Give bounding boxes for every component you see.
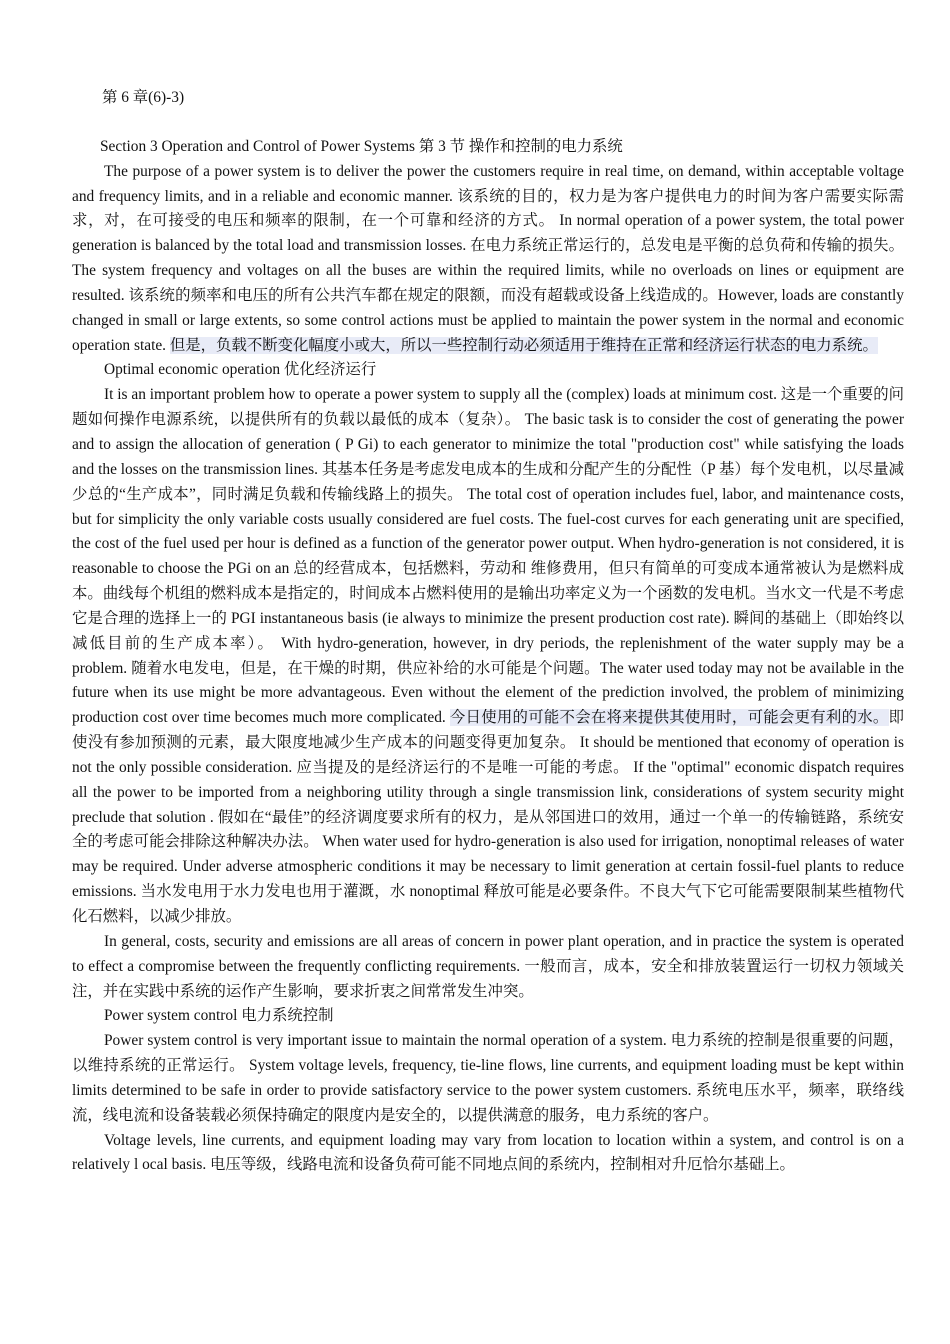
heading-power-system-control: Power system control 电力系统控制 (104, 1007, 334, 1025)
paragraph-optimal-operation (72, 383, 904, 930)
paragraph-purpose (72, 160, 904, 359)
section-title: Section 3 Operation and Control of Power Systems 第 3 节 操作和控制的电力系统 (100, 137, 623, 155)
highlighted-text: 今日使用的可能不会在将来提供其使用时，可能会更有利的水。 (449, 709, 889, 727)
paragraph-control-importance: Power system control is very important issue to maintain the normal operation of a system. 电力系统的控制是很重要的问题，以维持系统的正常运行。 System voltage levels, frequency, tie-line flows, line currents, and equipment loading must be kept within limits determined to be safe in order to provide satisfactory service to the power system customers. 系统电压水平，频率，联络线流，线电流和设备装载必须保持确定的限度内是安全的，以提供满意的服务，电力系统的客户。 (72, 1032, 904, 1124)
paragraph-general-costs: In general, costs, security and emissions are all areas of concern in power plant operation, and in practice the system is operated to effect a compromise between the frequently conflicting requirements. 一般而言，成本，安全和排放装置运行一切权力领域关注，并在实践中系统的运作产生影响，要求折衷之间常常发生冲突。 (72, 932, 904, 1000)
heading-optimal-economic-operation: Optimal economic operation 优化经济运行 (104, 361, 377, 379)
highlighted-text: 但是，负载不断变化幅度小或大，所以一些控制行动必须适用于维持在正常和经济运行状态的电力系统。 (169, 336, 878, 354)
chapter-label: 第 6 章(6)-3) (102, 89, 185, 106)
paragraph-text: 即使没有参加预测的元素，最大限度地减少生产成本的问题变得更加复杂。 It should be mentioned that economy of operation is not the only possible consideration. 应当提及的是经济运行的不是唯一可能的考虑。 If the "optimal" economic dispatch requires all the power to be imported from a neighboring utility through a single transmission link, considerations of system security might preclude that solution . 假如在“最佳”的经济调度要求所有的权力，是从邻国进口的效用，通过一个单一的传输链路，系统安全的考虑可能会排除这种解决办法。 When water used for hydro-generation is also used for irrigation, nonoptimal releases of water may be required. Under adverse atmospheric conditions it may be necessary to limit generation at certain fossil-fuel plants to reduce emissions. 当水发电用于水力发电也用于灌溉，水 nonoptimal 释放可能是必要条件。不良大气下它可能需要限制某些植物代化石燃料，以减少排放。 (72, 709, 904, 925)
paragraph-text: It is an important problem how to operate a power system to supply all the (complex) loads at minimum cost. 这是一个重要的问题如何操作电源系统，以提供所有的负载以最低的成本（复杂）。 The basic task is to consider the cost of generating the power and to assign the allocation of generation ( P Gi) to each generator to minimize the total "production cost" while satisfying the loads and the losses on the transmission lines. 其基本任务是考虑发电成本的生成和分配产生的分配性（P 基）每个发电机，以尽量减少总的“生产成本”，同时满足负载和传输线路上的损失。 The total cost of operation includes fuel, labor, and maintenance costs, but for simplicity the only variable costs usually considered are fuel costs. The fuel-cost curves for each generating unit are specified, the cost of the fuel used per hour is defined as a function of the generator power output. When hydro-generation is not considered, it is reasonable to choose the PGi on an 总的经营成本，包括燃料，劳动和 维修费用，但只有简单的可变成本通常被认为是燃料成本。曲线每个机组的燃料成本是指定的，时间成本占燃料使用的是输出功率定义为一个函数的发电机。当水文一代是不考虑它是合理的选择上一的 PGI instantaneous basis (ie always to minimize the present production cost rate). 瞬间的基础上（即始终以减低目前的生产成本率）。 With hydro-generation, however, in dry periods, the replenishment of the water supply may be a problem. 随着水电发电，但是，在干燥的时期，供应补给的水可能是个问题。The water used today may not be available in the future when its use might be more advantageous. Even without the element of the prediction involved, the problem of minimizing production cost over time becomes much more complicated. (72, 386, 904, 727)
paragraph-text: The purpose of a power system is to deliver the power the customers require in real time, on demand, within acceptable voltage and frequency limits, and in a reliable and economic manner. 该系统的目的，权力是为客户提供电力的时间为客户需要实际需求，对，在可接受的电压和频率的限制，在一个可靠和经济的方式。 In normal operation of a power system, the total power generation is balanced by the total load and transmission losses. 在电力系统正常运行的，总发电是平衡的总负荷和传输的损失。 The system frequency and voltages on all the buses are within the required limits, while no overloads on lines or equipment are resulted. 该系统的频率和电压的所有公共汽车都在规定的限额，而没有超载或设备上线造成的。However, loads are constantly changed in small or large extents, so some control actions must be applied to maintain the power system in the normal and economic operation state. (72, 162, 904, 354)
paragraph-voltage-levels: Voltage levels, line currents, and equipment loading may vary from location to location within a system, and control is on a relatively l ocal basis. 电压等级，线路电流和设备负荷可能不同地点间的系统内，控制相对升厄恰尔基础上。 (72, 1131, 904, 1174)
